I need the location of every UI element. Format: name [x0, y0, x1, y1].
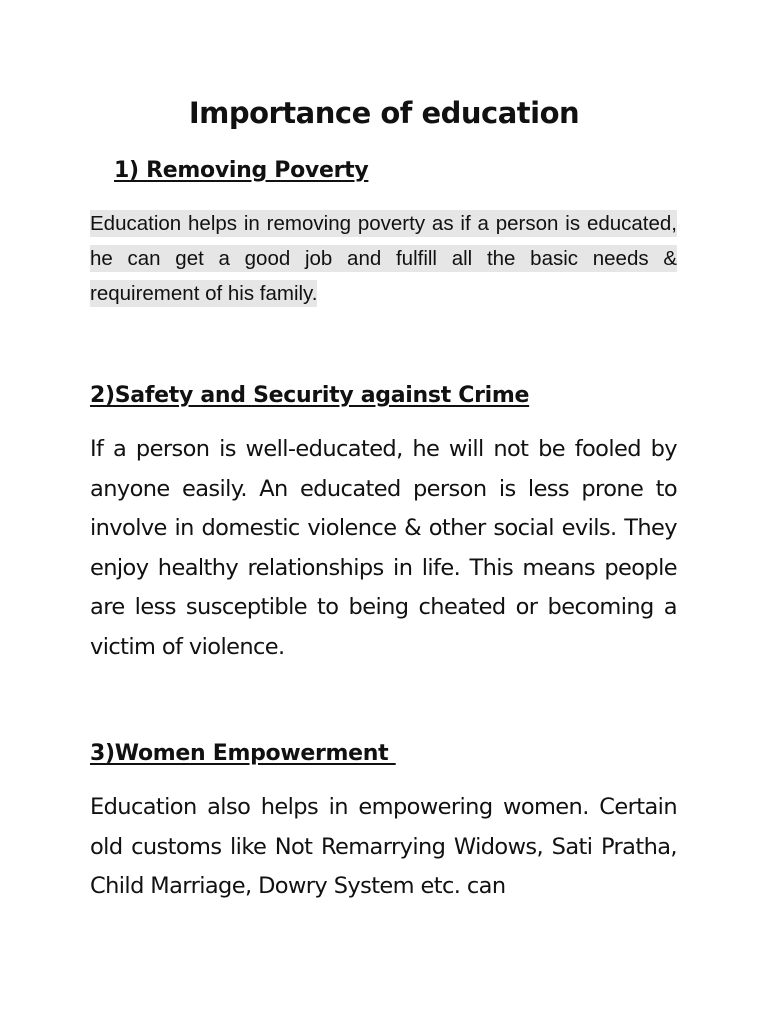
section-body-women-empowerment: Education also helps in empowering women. Certain old customs like Not Remarrying Widows, Sati Pratha, Child Marriage, Dowry System etc. can: [90, 794, 677, 900]
section-body-safety-security: If a person is well-educated, he will not be fooled by anyone easily. An educated person is less prone to involve in domestic violence & other social evils. They enjoy healthy relationships in life. This means people are less susceptible to being cheated or becoming a victim of violence.: [90, 436, 677, 660]
section-heading-removing-poverty: 1) Removing Poverty: [114, 158, 369, 183]
section-heading-safety-security: 2)Safety and Security against Crime: [90, 383, 530, 408]
section-body-removing-poverty: [90, 206, 677, 311]
document-title: Importance of education: [188, 96, 580, 130]
highlighted-text: Education helps in removing poverty as if a person is educated, he can get a good job and fulfill all the basic needs & requirement of his family.: [90, 212, 677, 305]
section-heading-women-empowerment: 3)Women Empowerment: [90, 741, 396, 766]
